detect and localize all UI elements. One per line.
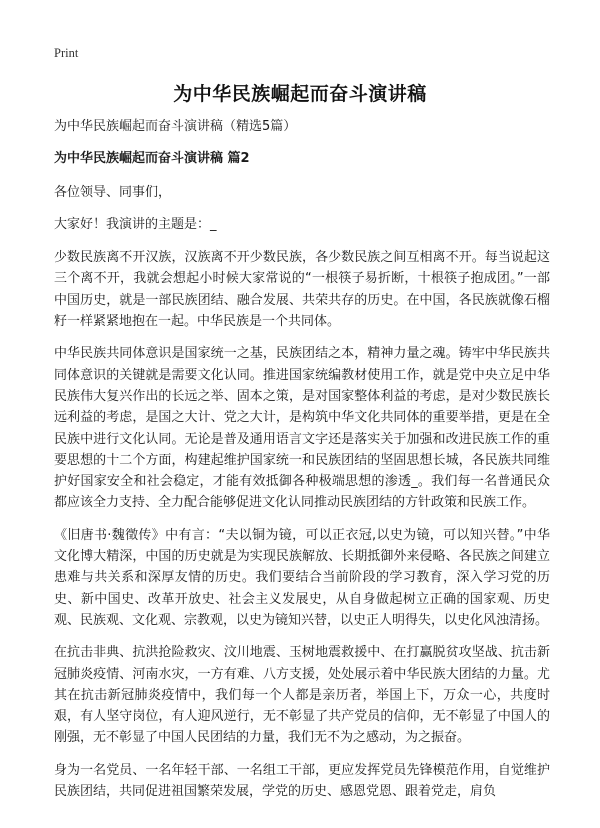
paragraph: 身为一名党员、一名年轻干部、一名组工干部，更应发挥党员先锋模范作用，自觉维护民族团结，共同促进祖国繁荣发展，学党的历史、感恩党恩、跟着党走，肩负 (54, 762, 550, 800)
paragraph: 在抗击非典、抗洪抢险救灾、汶川地震、玉树地震救援中、在打赢脱贫攻坚战、抗击新冠肺炎疫情、河南水灾，一方有难、八方支援，处处展示着中华民族大团结的力量。尤其在抗击新冠肺炎疫情中，我们每一个人都是亲历者，举国上下，万众一心，共度时艰，有人坚守岗位，有人迎风逆行，无不彰显了共产党员的信仰，无不彰显了中国人的刚强，无不彰显了中国人民团结的力量，我们无不为之感动，为之振奋。 (54, 645, 550, 746)
document-body (54, 116, 550, 813)
paragraph: 中华民族共同体意识是国家统一之基，民族团结之本，精神力量之魂。铸牢中华民族共同体意识的关键就是需要文化认同。推进国家统编教材使用工作，就是党中央立足中华民族伟大复兴作出的长远之举、固本之策，是对国家整体利益的考虑，是对少数民族长远利益的考虑，是国之大计、党之大计，是构筑中华文化共同体的重要举措，更是在全民族中进行文化认同。无论是普及通用语言文字还是落实关于加强和改进民族工作的重要思想的十二个方面，构建起维护国家统一和民族团结的坚固思想长城，各民族共同维护好国家安全和社会稳定，才能有效抵御各种极端思想的渗透_。我们每一名普通民众都应该全力支持、全力配合能够促进文化认同推动民族团结的方针政策和民族工作。 (54, 346, 550, 511)
paragraph: 《旧唐书·魏徵传》中有言：“夫以铜为镜，可以正衣冠,以史为镜，可以知兴替。”中华文化博大精深，中国的历史就是为实现民族解放、长期抵御外来侵略、各民族之间建立患难与共关系和深厚友情的历史。我们要结合当前阶段的学习教育，深入学习党的历史、新中国史、改革开放史、社会主义发展史，从自身做起树立正确的国家观、历史观、民族观、文化观、宗教观，以史为镜知兴替，以史正人明得失，以史化风浊清扬。 (54, 527, 550, 628)
section-heading: 为中华民族崛起而奋斗演讲稿 篇2 (54, 151, 250, 167)
print-label: Print (54, 46, 79, 60)
document-subtitle: 为中华民族崛起而奋斗演讲稿（精选5篇） (54, 119, 297, 134)
greeting-line: 各位领导、同事们， (54, 184, 172, 200)
paragraph: 少数民族离不开汉族，汉族离不开少数民族，各少数民族之间互相离不开。每当说起这三个离不开，我就会想起小时候大家常说的“一根筷子易折断，十根筷子抱成团。”一部中国历史，就是一部民族团结、融合发展、共荣共存的历史。在中国，各民族就像石榴籽一样紧紧地抱在一起。中华民族是一个共同体。 (54, 250, 550, 330)
intro-line: 大家好！我演讲的主题是：_ (54, 216, 217, 232)
document-title: 为中华民族崛起而奋斗演讲稿 (173, 83, 427, 105)
